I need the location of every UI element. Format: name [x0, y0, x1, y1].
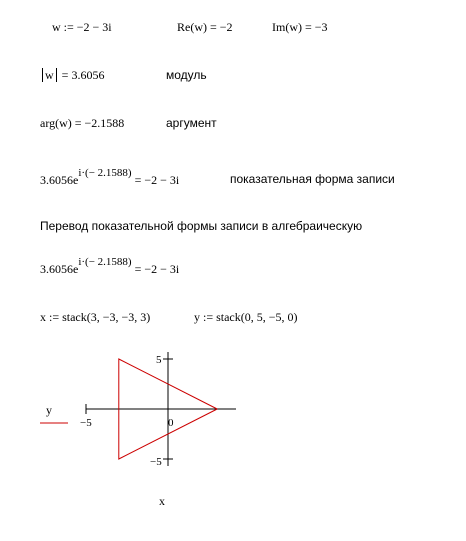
im-w: Im(w) = −3: [272, 20, 328, 34]
x-tick-label-neg: −5: [80, 417, 92, 429]
y-tick-label-neg: −5: [150, 456, 162, 468]
exp-result-1: = −2 − 3i: [134, 173, 180, 187]
exp-base-2: 3.6056e: [40, 262, 79, 276]
modulus-var: w: [45, 68, 54, 82]
argument-expression: arg(w) = −2.1588: [40, 116, 125, 130]
x-axis-label: x: [159, 494, 165, 508]
y-stack-definition: y := stack(0, 5, −5, 0): [194, 310, 298, 324]
exp-result-2: = −2 − 3i: [134, 262, 180, 276]
modulus-label: модуль: [166, 68, 207, 82]
origin-label: 0: [168, 417, 174, 429]
exp-form-label: показательная форма записи: [230, 172, 395, 186]
exp-exponent-1: i·(− 2.1588): [78, 167, 132, 179]
y-tick-label-pos: 5: [156, 354, 162, 366]
modulus-value: = 3.6056: [61, 68, 105, 82]
legend-label-y: y: [46, 403, 52, 417]
argument-label: аргумент: [166, 116, 217, 130]
re-w: Re(w) = −2: [177, 20, 233, 34]
section-heading: Перевод показательной формы записи в алгебраическую: [40, 219, 363, 233]
exp-base-1: 3.6056e: [40, 173, 79, 187]
x-stack-definition: x := stack(3, −3, −3, 3): [40, 310, 151, 324]
w-definition: w := −2 − 3i: [52, 20, 112, 34]
exp-exponent-2: i·(− 2.1588): [78, 256, 132, 268]
